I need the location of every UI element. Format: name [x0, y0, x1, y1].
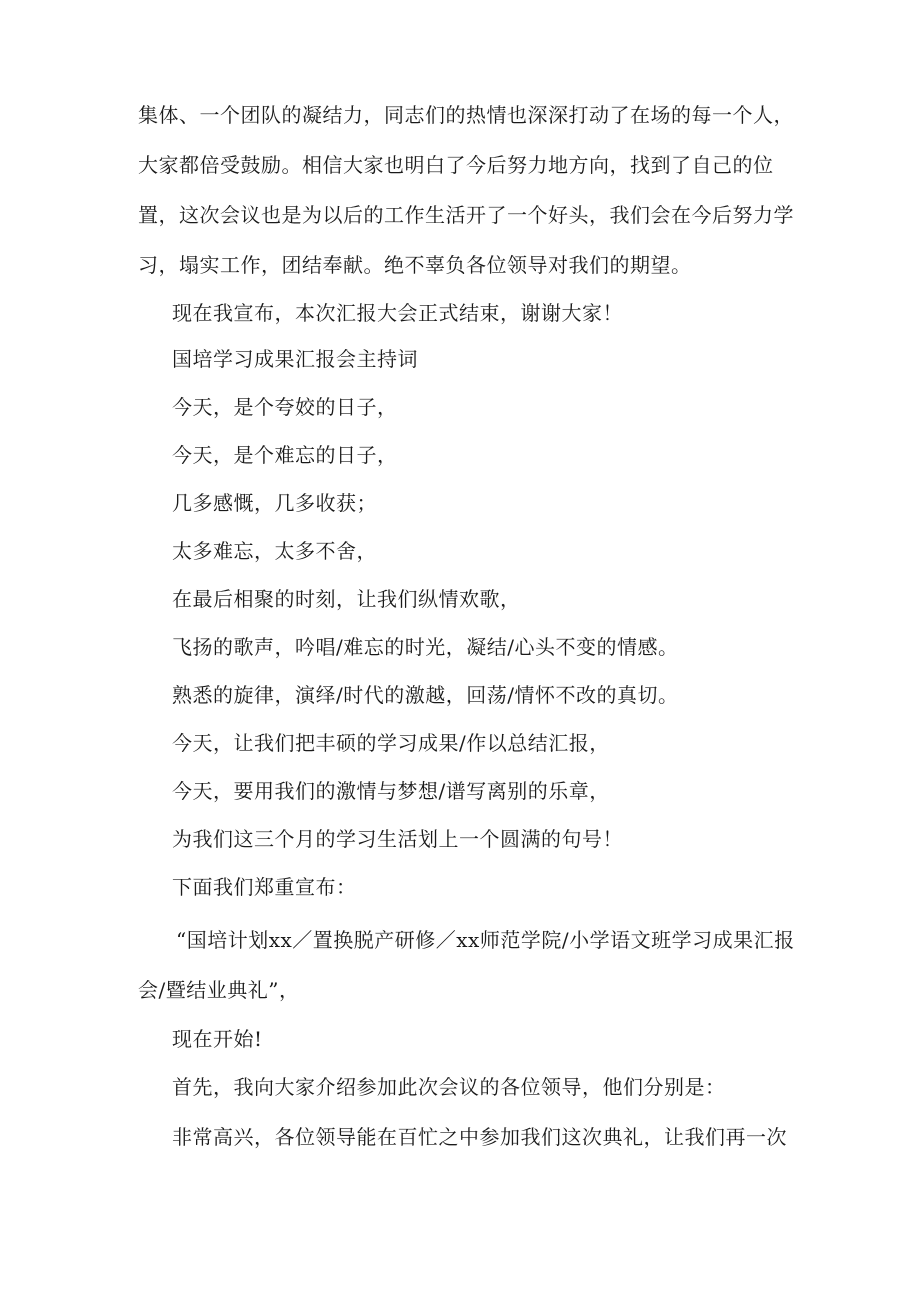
verse-line: 今天，要用我们的激情与梦想/谱写离别的乐章，: [172, 779, 610, 803]
verse-line: 熟悉的旋律，演绎/时代的激越，回荡/情怀不改的真切。: [172, 683, 679, 707]
verse-line: 在最后相聚的时刻，让我们纵情欢歌，: [172, 587, 521, 611]
verse-line: 下面我们郑重宣布：: [172, 875, 357, 899]
paragraph-line: 非常高兴，各位领导能在百忙之中参加我们这次典礼，让我们再一次: [172, 1125, 787, 1149]
section-title: 国培学习成果汇报会主持词: [172, 347, 418, 371]
verse-line: 今天，是个难忘的日子，: [172, 443, 398, 467]
verse-line: 太多难忘，太多不舍，: [172, 539, 377, 563]
verse-line: 今天，是个夸姣的日子，: [172, 395, 398, 419]
verse-line: 为我们这三个月的学习生活划上一个圆满的句号！: [172, 827, 623, 851]
opening-line: 现在开始!: [172, 1027, 263, 1051]
introduction-line: 首先，我向大家介绍参加此次会议的各位领导，他们分别是：: [172, 1075, 726, 1099]
paragraph-line: 集体、一个团队的凝结力，同志们的热情也深深打动了在场的每一个人，: [138, 103, 794, 127]
paragraph-line: 大家都倍受鼓励。相信大家也明白了今后努力地方向，找到了自己的位: [138, 153, 774, 177]
paragraph-line: 置，这次会议也是为以后的工作生活开了一个好头，我们会在今后努力学: [138, 203, 794, 227]
verse-line: 飞扬的歌声，吟唱/难忘的时光，凝结/心头不变的情感。: [172, 635, 679, 659]
event-title-line: “国培计划xx／置换脱产研修／xx师范学院/小学语文班学习成果汇报: [176, 928, 795, 952]
verse-line: 几多感慨，几多收获；: [172, 491, 377, 515]
verse-line: 今天，让我们把丰硕的学习成果/作以总结汇报，: [172, 731, 610, 755]
closing-announcement: 现在我宣布，本次汇报大会正式结束，谢谢大家！: [172, 301, 623, 325]
event-title-line: 会/暨结业典礼”，: [138, 978, 300, 1002]
paragraph-line: 习，塌实工作，团结奉献。绝不辜负各位领导对我们的期望。: [138, 253, 692, 277]
